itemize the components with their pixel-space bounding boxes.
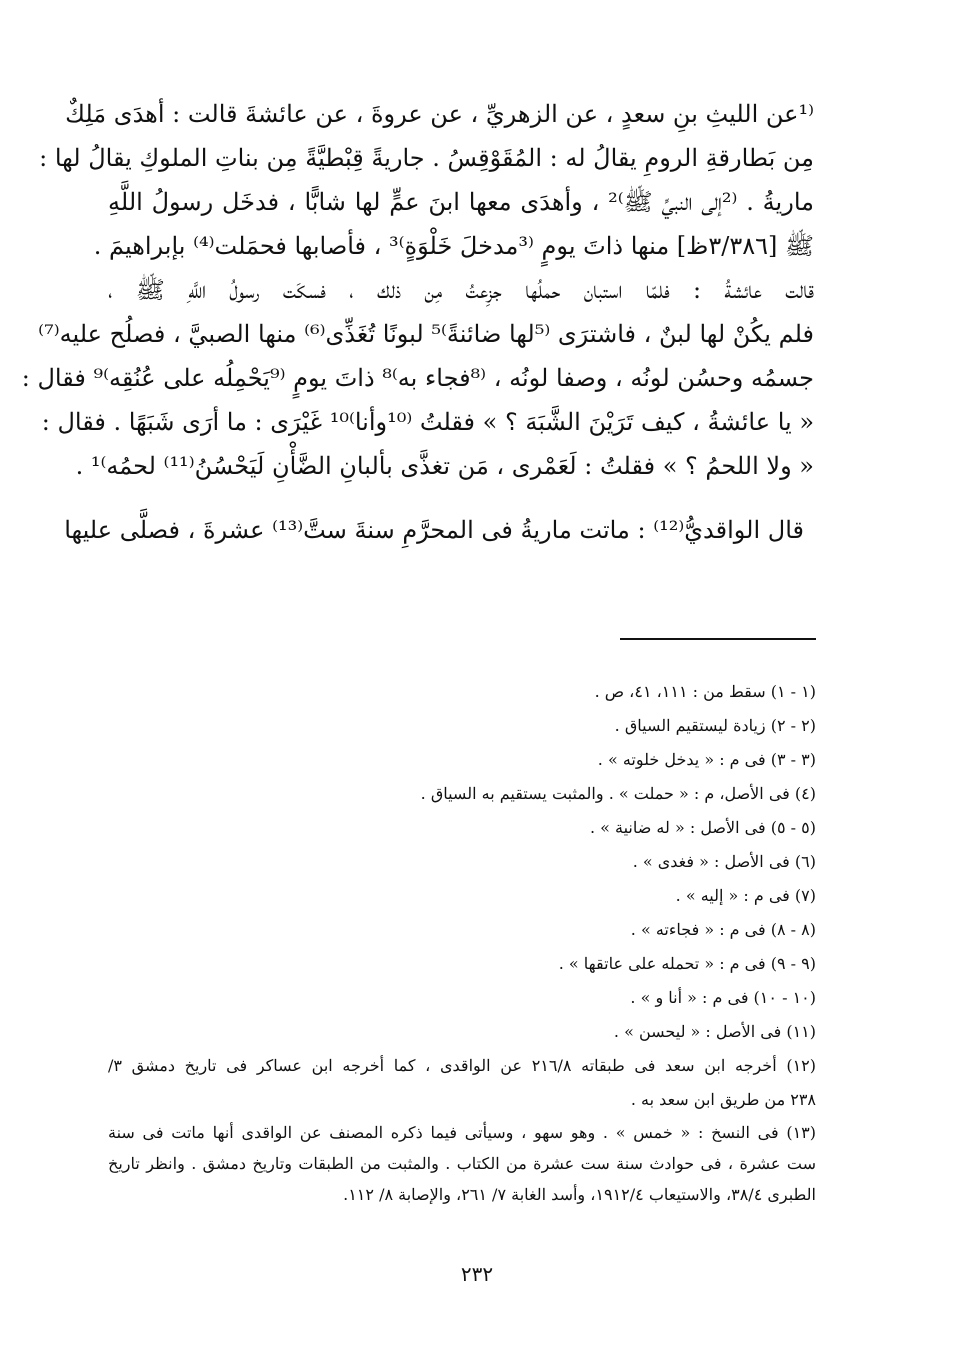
footnote: (٣ - ٣) فى م : « يدخل خلوته » . xyxy=(597,750,816,769)
paragraph-line: قال الواقديُّ⁽¹²⁾ : ماتت ماريةُ فى المحرَّمِ سنةَ ستَّ⁽¹³⁾ عشرةَ ، فصلَّى عليها xyxy=(64,516,804,544)
footnote: (١٠ - ١٠) فى م : « أنا و » . xyxy=(630,988,816,1007)
footnote: (٢ - ٢) زيادة ليستقيم السياق . xyxy=(614,716,816,735)
text-line: ماريةُ . ⁽²إلى النبيِّ ﷺ⁾² ، وأهدَى معها ابنَ عمٍّ لها شابًّا ، فدخَل رسولُ اللَّهِ xyxy=(108,188,814,216)
text-line: قالت عائشةُ : فلمّا استبان حملُها جزِعتُ مِن ذلك ، فسكَت رسولُ اللَّهِ ﷺ ، xyxy=(108,276,814,304)
footnote: ست عشرة ، فى حوادث سنة ست عشرة من الكتاب . والمثبت من الطبقات وتاريخ دمشق . وانظر تاريخ xyxy=(108,1154,816,1173)
text-line: جسمُه وحسُن لونُه ، وصفا لونُه ، ⁽⁸فجاء به⁾⁸ ذاتَ يومٍ ⁽⁹يَحْمِلُه على عُنُقِه⁾⁹ فقال : xyxy=(21,364,814,392)
text-line: ﷺ [٣/٣٨٦ظ] منها ذاتَ يومٍ ⁽³مدخلَ خَلْوَةٍ⁾³ ، فأصابها فحمَلت⁽⁴⁾ بإبراهيمَ . xyxy=(93,232,814,260)
text-line: مِن بَطارقةِ الرومِ يقالُ له : المُقَوْقِسُ . جاريةً قِبْطيَّةً مِن بناتِ الملوكِ يقالُ لها : xyxy=(39,144,814,172)
footnote-separator xyxy=(620,638,816,640)
footnote: (٧) فى م : « إليه » . xyxy=(675,886,816,905)
footnote: (١ - ١) سقط من : ١١١، ٤١، ص . xyxy=(594,682,816,701)
footnote: (٩ - ٩) فى م : « تحمله على عاتقها » . xyxy=(558,954,816,973)
footnote: (٨ - ٨) فى م : « فجاءته » . xyxy=(630,920,816,939)
footnote: (١٢) أخرجه ابن سعد فى طبقاته ٢١٦/٨ عن الواقدى ، كما أخرجه ابن عساكر فى تاريخ دمشق ٣/ xyxy=(108,1056,816,1075)
text-line: « يا عائشةُ ، كيف تَرَيْنَ الشَّبَهَ ؟ » فقلتُ ⁽¹⁰وأنا⁾¹⁰ غَيْرَى : ما أرَى شَبَهًا . فقال : xyxy=(41,408,814,436)
page-number: ٢٣٢ xyxy=(460,1262,494,1286)
footnote: (١٣) فى النسخ : « خمس » . وهو سهو ، وسيأتى فيما ذكره المصنف عن الواقدى أنها ماتت فى سنة xyxy=(108,1123,816,1142)
text-line: « ولا اللحمُ ؟ » فقلتُ : لَعَمْرى ، مَن تغذَّى بألبانِ الضَّأْنِ لَيَحْسُنُ⁽¹¹⁾ لحمُه⁾¹ . xyxy=(75,452,814,480)
footnotes xyxy=(108,675,816,1210)
footnote: ٢٣٨ من طريق ابن سعد به . xyxy=(630,1090,816,1109)
main-text xyxy=(21,92,814,552)
footnote: (٦) فى الأصل : « فغدى » . xyxy=(632,852,816,871)
footnote: (٤) فى الأصل، م : « حملت » . والمثبت يستقيم به السياق . xyxy=(420,784,816,803)
footnote: (٥ - ٥) فى الأصل : « له ضانية » . xyxy=(589,818,816,837)
footnote: الطبرى ٣٨/٤، والاستيعاب ١٩١٢/٤، وأسد الغابة ٧/ ٢٦١، والإصابة ٨/ ١١٢. xyxy=(343,1185,816,1204)
text-line: ⁽¹عن الليثِ بنِ سعدٍ ، عن الزهريِّ ، عن عروةَ ، عن عائشةَ قالت : أهدَى مَلِكٌ xyxy=(65,100,814,128)
footnote: (١١) فى الأصل : « ليحسن » . xyxy=(613,1022,816,1041)
text-line: فلم يكُنْ لها لبنٌ ، فاشترَى ⁽⁵لها ضائنةً⁾⁵ لبونًا تُغَذِّى⁽⁶⁾ منها الصبيَّ ، فصلُح عليه⁽⁷⁾ xyxy=(38,320,814,348)
